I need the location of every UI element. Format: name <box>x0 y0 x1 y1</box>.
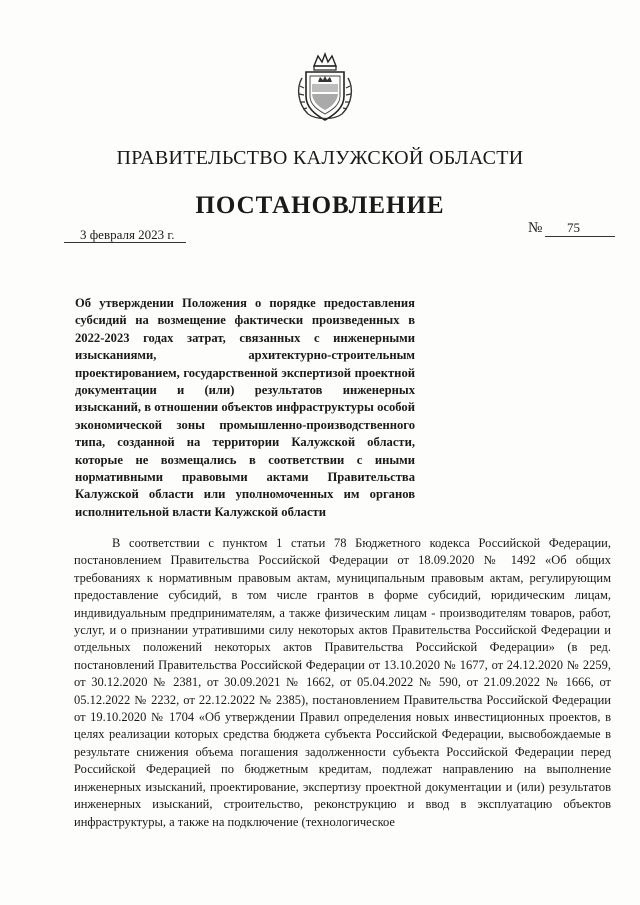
date-underline <box>64 242 186 243</box>
document-date: 3 февраля 2023 г. <box>80 227 175 242</box>
body-paragraph: В соответствии с пунктом 1 статьи 78 Бюджетного кодекса Российской Федерации, постановлением Правительства Российской Федерации от 18.09.2020 № 1492 «Об общих требованиях к нормативным правовым актам, муниципальным правовым актам, регулирующим предоставление субсидий, в том числе грантов в форме субсидий, юридическим лицам, индивидуальным предпринимателям, а также физическим лицам - производителям товаров, работ, услуг, и о признании утратившими силу некоторых актов Правительства Российской Федерации и отдельных положений некоторых актов Правительства Российской Федерации» (в ред. постановлений Правительства Российской Федерации от 13.10.2020 № 1677, от 24.12.2020 № 2259, от 30.12.2020 № 2381, от 30.09.2021 № 1662, от 05.04.2022 № 590, от 21.09.2022 № 1666, от 05.12.2022 № 2232, от 22.12.2022 № 2385), постановлением Правительства Российской Федерации от 19.10.2020 № 1704 «Об утверждении Правил определения новых инвестиционных проектов, в целях реализации которых средства бюджета субъекта Российской Федерации, высвобождаемые в результате снижения объема погашения задолженности субъекта Российской Федерации перед Российской Федерацией по бюджетным кредитам, подлежат направлению на выполнение инженерных изысканий, проектирование, экспертизу проектной документации и (или) результатов инженерных изысканий, строительство, реконструкцию и ввод в эксплуатацию объектов инфраструктуры, а также на подключение (технологическое <box>74 536 611 829</box>
document-type: ПОСТАНОВЛЕНИЕ <box>195 192 445 219</box>
document-number: 75 <box>567 220 580 235</box>
document-title: Об утверждении Положения о порядке предоставления субсидий на возмещение фактически произведенных в 2022-2023 годах затрат, связанных с инженерными изысканиями, архитектурно-строительным проектированием, государственной экспертизой проектной документации и (или) результатов инженерных изысканий, в отношении объектов инфраструктуры особой экономической зоны промышленно-производственного типа, созданной на территории Калужской области, которые не возмещались в соответствии с иными нормативными правовыми актами Правительства Калужской области или уполномоченных им органов исполнительной власти Калужской области <box>75 296 415 519</box>
organization-name: ПРАВИТЕЛЬСТВО КАЛУЖСКОЙ ОБЛАСТИ <box>116 147 524 169</box>
coat-of-arms-icon <box>292 52 358 124</box>
number-underline <box>545 236 615 237</box>
number-sign: № <box>528 220 543 236</box>
